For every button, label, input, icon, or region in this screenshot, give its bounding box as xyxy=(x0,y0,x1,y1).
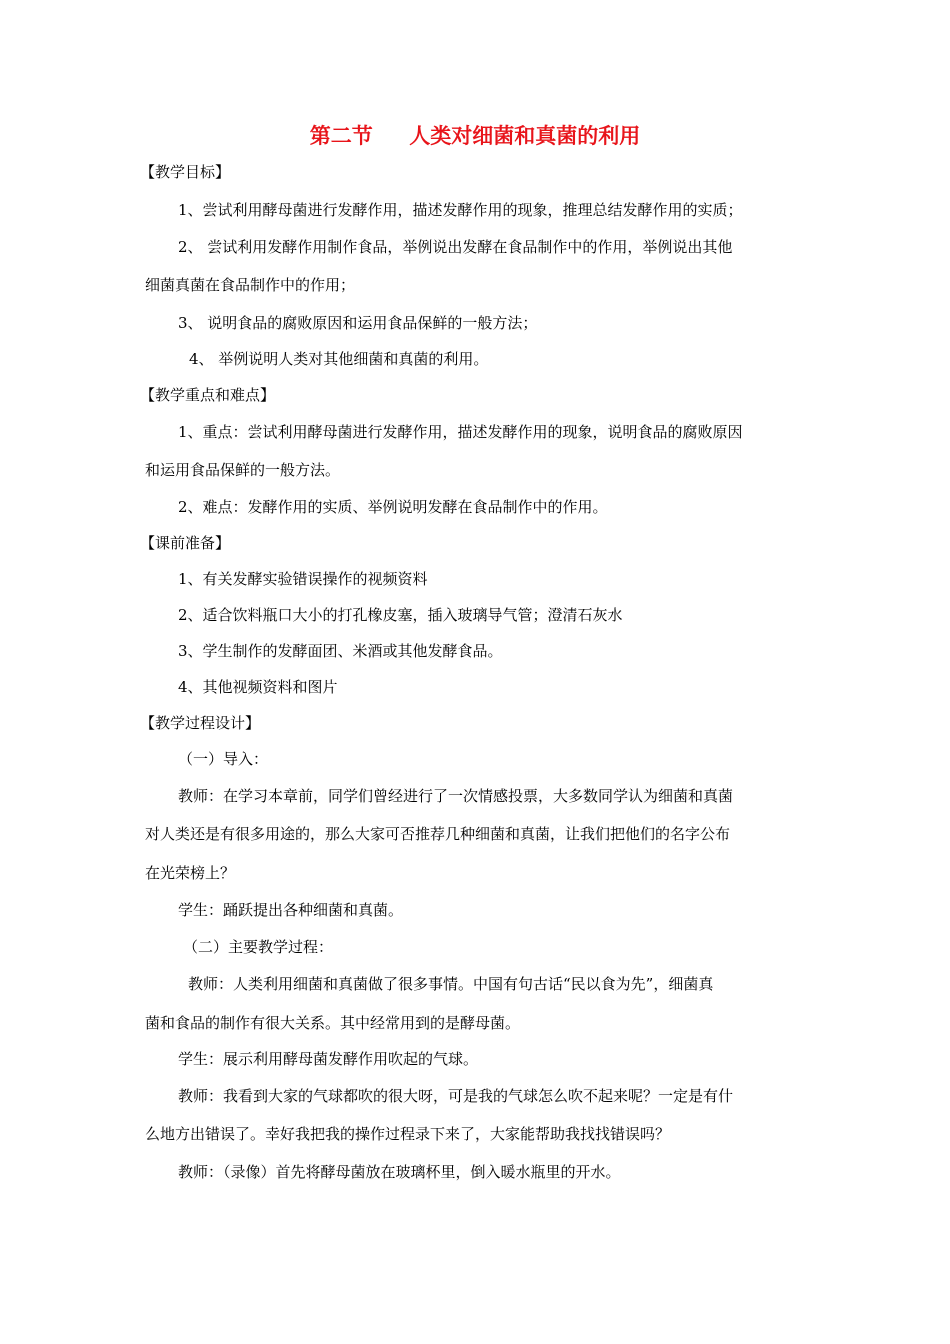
paragraph-line: 菌和食品的制作有很大关系。其中经常用到的是酵母菌。 xyxy=(145,1014,521,1032)
section-heading-key-points: 【教学重点和难点】 xyxy=(140,386,276,404)
paragraph-line: 学生：踊跃提出各种细菌和真菌。 xyxy=(178,901,404,919)
paragraph-line: 1、有关发酵实验错误操作的视频资料 xyxy=(178,570,428,588)
section-heading-preparation: 【课前准备】 xyxy=(140,534,231,552)
paragraph-line: （二）主要教学过程： xyxy=(183,938,334,956)
paragraph-line: 2、难点：发酵作用的实质、举例说明发酵在食品制作中的作用。 xyxy=(178,498,608,516)
paragraph-line: 对人类还是有很多用途的，那么大家可否推荐几种细菌和真菌，让我们把他们的名字公布 xyxy=(145,825,731,843)
paragraph-line: 1、尝试利用酵母菌进行发酵作用，描述发酵作用的现象，推理总结发酵作用的实质； xyxy=(178,201,743,219)
paragraph-line: 么地方出错误了。幸好我把我的操作过程录下来了，大家能帮助我找找错误吗？ xyxy=(145,1125,671,1143)
paragraph-line: 4、 举例说明人类对其他细菌和真菌的利用。 xyxy=(189,350,489,368)
paragraph-line: 1、重点：尝试利用酵母菌进行发酵作用，描述发酵作用的现象，说明食品的腐败原因 xyxy=(178,423,743,441)
paragraph-line: 和运用食品保鲜的一般方法。 xyxy=(145,461,341,479)
paragraph-line: 3、学生制作的发酵面团、米酒或其他发酵食品。 xyxy=(178,642,503,660)
section-heading-objectives: 【教学目标】 xyxy=(140,163,231,181)
paragraph-line: 在光荣榜上？ xyxy=(145,864,236,882)
paragraph-line: （一）导入： xyxy=(178,750,269,768)
paragraph-line: 2、 尝试利用发酵作用制作食品，举例说出发酵在食品制作中的作用，举例说出其他 xyxy=(178,238,733,256)
paragraph-line: 教师：在学习本章前，同学们曾经进行了一次情感投票，大多数同学认为细菌和真菌 xyxy=(178,787,734,805)
paragraph-line: 教师：我看到大家的气球都吹的很大呀，可是我的气球怎么吹不起来呢？一定是有什 xyxy=(178,1087,734,1105)
page-title: 第二节 人类对细菌和真菌的利用 xyxy=(309,123,641,148)
paragraph-line: 细菌真菌在食品制作中的作用； xyxy=(145,276,356,294)
paragraph-line: 4、其他视频资料和图片 xyxy=(178,678,338,696)
paragraph-line: 教师：人类利用细菌和真菌做了很多事情。中国有句古话“民以食为先”，细菌真 xyxy=(188,975,714,993)
section-heading-process: 【教学过程设计】 xyxy=(140,714,261,732)
paragraph-line: 3、 说明食品的腐败原因和运用食品保鲜的一般方法； xyxy=(178,314,538,332)
paragraph-line: 学生：展示利用酵母菌发酵作用吹起的气球。 xyxy=(178,1050,479,1068)
paragraph-line: 2、适合饮料瓶口大小的打孔橡皮塞，插入玻璃导气管；澄清石灰水 xyxy=(178,606,623,624)
paragraph-line: 教师：（录像）首先将酵母菌放在玻璃杯里，倒入暖水瓶里的开水。 xyxy=(178,1163,621,1181)
